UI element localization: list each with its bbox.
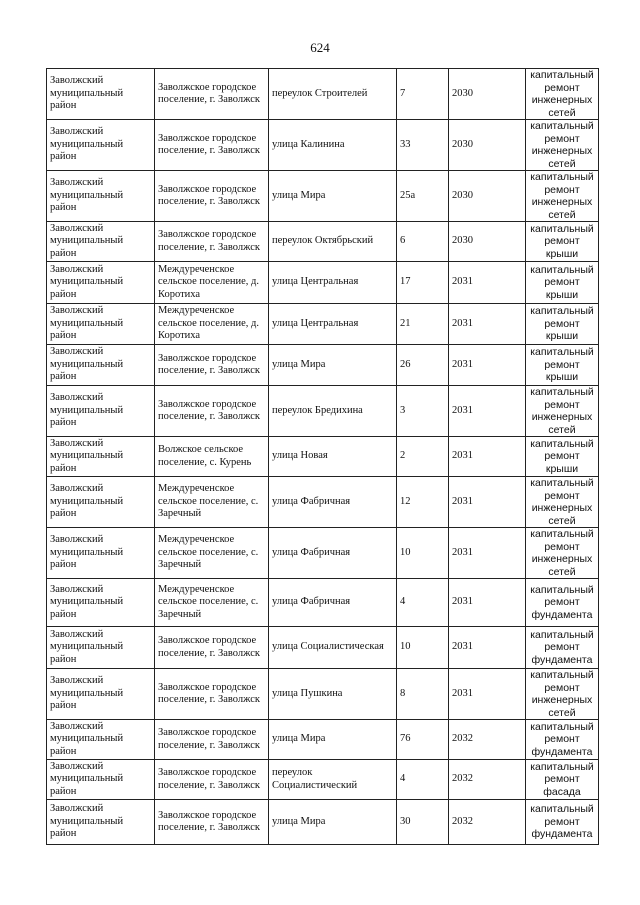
district-cell: Заволжский муниципальный район [47,669,155,720]
table-row [47,720,599,760]
settlement-cell: Заволжское городское поселение, г. Заволжск [155,760,269,800]
year-cell: 2032 [449,760,526,800]
street-cell: улица Мира [269,171,397,222]
district-cell: Заволжский муниципальный район [47,69,155,120]
work-type-cell: капитальный ремонт крыши [526,304,599,345]
repair-schedule-table [46,68,599,845]
district-cell: Заволжский муниципальный район [47,386,155,437]
street-cell: улица Фабричная [269,477,397,528]
year-cell: 2031 [449,627,526,669]
district-cell: Заволжский муниципальный район [47,437,155,477]
work-type-cell: капитальный ремонт крыши [526,437,599,477]
year-cell: 2031 [449,528,526,579]
house-number-cell: 17 [397,262,449,304]
table-row [47,69,599,120]
year-cell: 2032 [449,800,526,845]
settlement-cell: Заволжское городское поселение, г. Заволжск [155,222,269,262]
street-cell: улица Фабричная [269,579,397,627]
settlement-cell: Заволжское городское поселение, г. Заволжск [155,669,269,720]
year-cell: 2031 [449,304,526,345]
house-number-cell: 10 [397,528,449,579]
settlement-cell: Заволжское городское поселение, г. Заволжск [155,120,269,171]
work-type-cell: капитальный ремонт инженерных сетей [526,171,599,222]
street-cell: переулок Социалистический [269,760,397,800]
house-number-cell: 33 [397,120,449,171]
table-row [47,579,599,627]
work-type-cell: капитальный ремонт инженерных сетей [526,120,599,171]
table-row [47,345,599,386]
house-number-cell: 76 [397,720,449,760]
street-cell: улица Калинина [269,120,397,171]
table-row [47,120,599,171]
table-row [47,171,599,222]
street-cell: улица Мира [269,720,397,760]
settlement-cell: Междуреченское сельское поселение, д. Коротиха [155,304,269,345]
settlement-cell: Междуреченское сельское поселение, с. Заречный [155,579,269,627]
table-row [47,800,599,845]
settlement-cell: Междуреченское сельское поселение, д. Коротиха [155,262,269,304]
settlement-cell: Заволжское городское поселение, г. Заволжск [155,345,269,386]
house-number-cell: 2 [397,437,449,477]
street-cell: улица Пушкина [269,669,397,720]
house-number-cell: 8 [397,669,449,720]
district-cell: Заволжский муниципальный район [47,304,155,345]
table-row [47,760,599,800]
street-cell: улица Мира [269,800,397,845]
district-cell: Заволжский муниципальный район [47,579,155,627]
settlement-cell: Заволжское городское поселение, г. Заволжск [155,386,269,437]
table-row [47,437,599,477]
settlement-cell: Заволжское городское поселение, г. Заволжск [155,800,269,845]
district-cell: Заволжский муниципальный район [47,222,155,262]
work-type-cell: капитальный ремонт фундамента [526,627,599,669]
table-row [47,669,599,720]
house-number-cell: 4 [397,760,449,800]
district-cell: Заволжский муниципальный район [47,760,155,800]
year-cell: 2030 [449,120,526,171]
work-type-cell: капитальный ремонт инженерных сетей [526,477,599,528]
district-cell: Заволжский муниципальный район [47,171,155,222]
work-type-cell: капитальный ремонт инженерных сетей [526,386,599,437]
house-number-cell: 21 [397,304,449,345]
settlement-cell: Междуреченское сельское поселение, с. Заречный [155,477,269,528]
table-row [47,627,599,669]
year-cell: 2030 [449,222,526,262]
work-type-cell: капитальный ремонт инженерных сетей [526,69,599,120]
street-cell: улица Новая [269,437,397,477]
year-cell: 2031 [449,437,526,477]
house-number-cell: 4 [397,579,449,627]
work-type-cell: капитальный ремонт инженерных сетей [526,528,599,579]
house-number-cell: 6 [397,222,449,262]
district-cell: Заволжский муниципальный район [47,120,155,171]
district-cell: Заволжский муниципальный район [47,262,155,304]
year-cell: 2031 [449,262,526,304]
street-cell: улица Мира [269,345,397,386]
house-number-cell: 30 [397,800,449,845]
street-cell: переулок Бредихина [269,386,397,437]
house-number-cell: 3 [397,386,449,437]
street-cell: улица Социалистическая [269,627,397,669]
work-type-cell: капитальный ремонт фундамента [526,579,599,627]
street-cell: переулок Октябрьский [269,222,397,262]
table-row [47,528,599,579]
table-row [47,304,599,345]
page-number: 624 [310,40,330,55]
work-type-cell: капитальный ремонт крыши [526,222,599,262]
table-row [47,262,599,304]
district-cell: Заволжский муниципальный район [47,345,155,386]
year-cell: 2030 [449,171,526,222]
year-cell: 2031 [449,669,526,720]
work-type-cell: капитальный ремонт фундамента [526,800,599,845]
house-number-cell: 26 [397,345,449,386]
table-row [47,386,599,437]
table-row [47,477,599,528]
street-cell: улица Центральная [269,304,397,345]
work-type-cell: капитальный ремонт крыши [526,262,599,304]
street-cell: улица Центральная [269,262,397,304]
work-type-cell: капитальный ремонт фундамента [526,720,599,760]
district-cell: Заволжский муниципальный район [47,477,155,528]
year-cell: 2031 [449,386,526,437]
district-cell: Заволжский муниципальный район [47,528,155,579]
house-number-cell: 7 [397,69,449,120]
settlement-cell: Заволжское городское поселение, г. Заволжск [155,69,269,120]
year-cell: 2031 [449,345,526,386]
year-cell: 2031 [449,477,526,528]
year-cell: 2032 [449,720,526,760]
work-type-cell: капитальный ремонт крыши [526,345,599,386]
house-number-cell: 12 [397,477,449,528]
district-cell: Заволжский муниципальный район [47,720,155,760]
district-cell: Заволжский муниципальный район [47,800,155,845]
house-number-cell: 25а [397,171,449,222]
year-cell: 2031 [449,579,526,627]
year-cell: 2030 [449,69,526,120]
house-number-cell: 10 [397,627,449,669]
work-type-cell: капитальный ремонт инженерных сетей [526,669,599,720]
settlement-cell: Волжское сельское поселение, с. Курень [155,437,269,477]
settlement-cell: Междуреченское сельское поселение, с. Заречный [155,528,269,579]
settlement-cell: Заволжское городское поселение, г. Заволжск [155,171,269,222]
settlement-cell: Заволжское городское поселение, г. Заволжск [155,720,269,760]
street-cell: переулок Строителей [269,69,397,120]
street-cell: улица Фабричная [269,528,397,579]
settlement-cell: Заволжское городское поселение, г. Заволжск [155,627,269,669]
table-body [47,69,599,845]
work-type-cell: капитальный ремонт фасада [526,760,599,800]
district-cell: Заволжский муниципальный район [47,627,155,669]
table-row [47,222,599,262]
